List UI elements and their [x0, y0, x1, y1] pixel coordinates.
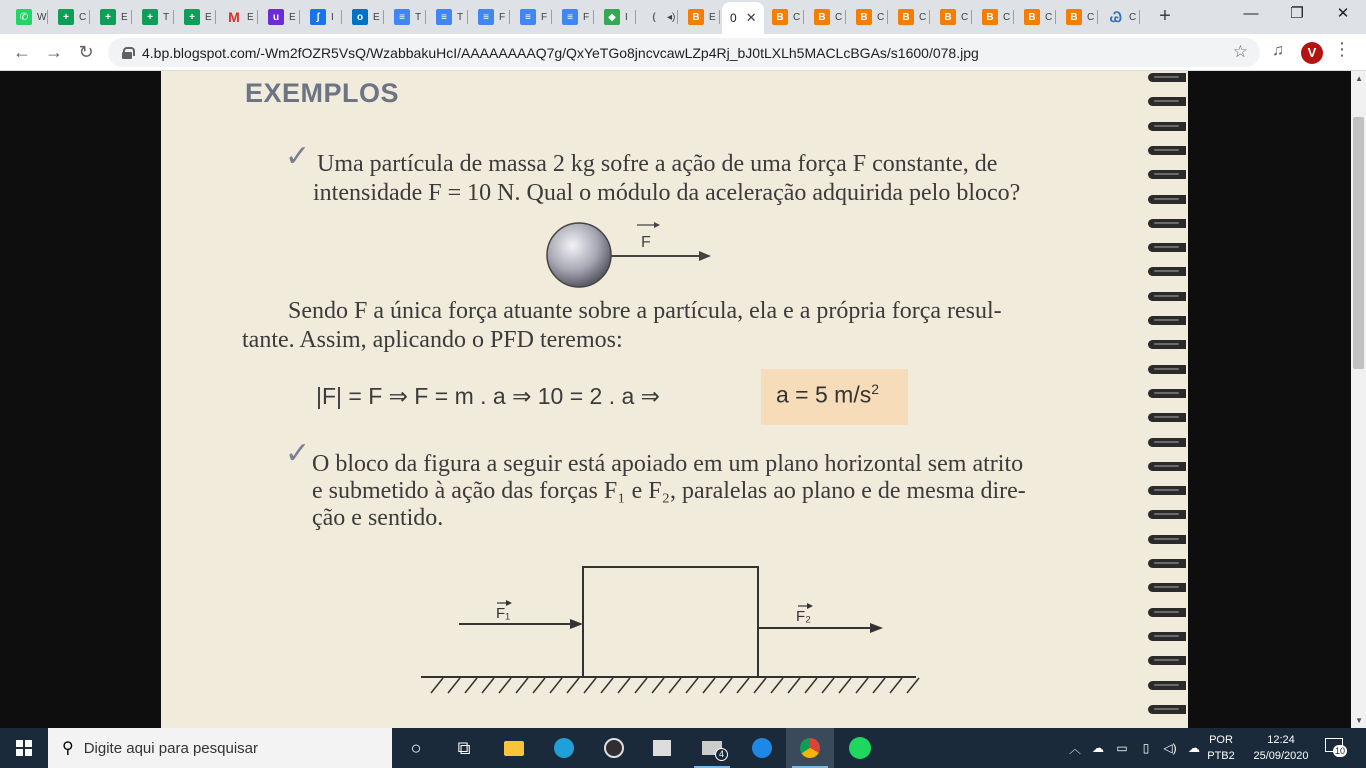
notebook-spiral [1148, 71, 1188, 728]
browser-tab[interactable] [428, 5, 468, 29]
media-control-icon[interactable]: ♫ [1272, 42, 1284, 59]
minimize-button[interactable]: — [1243, 5, 1259, 22]
tab-title: ◂) [667, 11, 676, 23]
tab-title: C [877, 11, 885, 23]
scroll-down-arrow-icon[interactable]: ▼ [1355, 716, 1363, 725]
spiral-coil [1148, 438, 1186, 447]
scroll-thumb[interactable] [1353, 117, 1364, 369]
blogger-icon: B [688, 9, 704, 25]
windows-logo-icon [16, 740, 32, 756]
tab-title: C [919, 11, 927, 23]
browser-tab[interactable] [134, 5, 174, 29]
cortana-icon[interactable]: ○ [410, 737, 422, 758]
tab-title: E [709, 11, 716, 23]
active-tab[interactable] [722, 2, 764, 34]
spiral-coil [1148, 559, 1186, 568]
spiral-coil [1148, 292, 1186, 301]
example2-line3: ção e sentido. [312, 505, 444, 531]
spiral-coil [1148, 389, 1186, 398]
reload-icon[interactable]: ↻ [78, 42, 94, 62]
tab-title: T [457, 11, 464, 23]
blogger-icon: B [1066, 9, 1082, 25]
docs-icon: ≡ [478, 9, 494, 25]
docs-icon: ≡ [520, 9, 536, 25]
search-icon: ⚲ [62, 740, 74, 757]
spiral-coil [1148, 170, 1186, 179]
spiral-coil [1148, 608, 1186, 617]
volume-icon[interactable]: ◁) [1163, 741, 1177, 755]
maps-icon: ◆ [604, 9, 620, 25]
spotify-icon[interactable] [836, 728, 884, 768]
spiral-coil [1148, 510, 1186, 519]
browser-tab[interactable] [974, 5, 1014, 29]
spiral-coil [1148, 413, 1186, 422]
tab-title: I [625, 11, 628, 23]
example1-line1: Uma partícula de massa 2 kg sofre a ação de uma força F constante, de [317, 151, 998, 177]
input-language[interactable]: POR PTB2 [1207, 734, 1235, 762]
blogger-icon: B [772, 9, 788, 25]
menu-dots-icon[interactable]: ⋮ [1333, 39, 1351, 59]
browser-tab[interactable] [1058, 5, 1098, 29]
browser-tab[interactable] [92, 5, 132, 29]
spiral-coil [1148, 316, 1186, 325]
spiral-coil [1148, 486, 1186, 495]
browser-tab[interactable] [848, 5, 888, 29]
yahoo-icon: Ꮚ [1110, 8, 1122, 25]
outlook-icon: o [352, 9, 368, 25]
block [583, 567, 758, 677]
browser-tab[interactable] [302, 5, 342, 29]
vertical-scrollbar[interactable] [1351, 71, 1366, 728]
scanned-page [161, 71, 1188, 728]
browser-tab[interactable] [554, 5, 594, 29]
app-icon: ʃ [310, 9, 326, 25]
browser-tab[interactable] [386, 5, 426, 29]
spiral-coil [1148, 632, 1186, 641]
sheets-icon: + [58, 9, 74, 25]
tab-title: E [121, 11, 128, 23]
browser-tab[interactable] [218, 5, 258, 29]
search-placeholder[interactable]: Digite aqui para pesquisar [83, 739, 258, 757]
explanation-line2: tante. Assim, aplicando o PFD teremos: [242, 327, 623, 353]
sheets-icon: + [184, 9, 200, 25]
f2-label: F₂ [796, 608, 811, 625]
browser-tab[interactable] [932, 5, 972, 29]
explanation-line1: Sendo F a única força atuante sobre a partícula, ela e a própria força resul- [288, 298, 1002, 324]
sheets-icon: + [142, 9, 158, 25]
file-explorer-icon[interactable] [490, 728, 538, 768]
tab-title: T [163, 11, 170, 23]
tray-chevron-icon[interactable]: ︿ [1068, 741, 1081, 756]
browser-tab[interactable] [764, 5, 804, 29]
tab-title: C [1087, 11, 1095, 23]
battery-icon[interactable]: ▯ [1142, 741, 1150, 755]
block-forces-diagram [411, 561, 931, 696]
profile-avatar[interactable]: V [1301, 42, 1323, 64]
close-window-button[interactable]: ✕ [1336, 5, 1350, 22]
browser-tab[interactable] [8, 5, 48, 29]
checkmark-icon: ✓ [285, 436, 311, 471]
blogger-icon: B [814, 9, 830, 25]
tab-title: C [961, 11, 969, 23]
tab-title: W [37, 11, 47, 23]
example1-line2: intensidade F = 10 N. Qual o módulo da aceleração adquirida pelo bloco? [313, 180, 1021, 206]
tab-title: E [205, 11, 212, 23]
store-icon[interactable] [638, 728, 686, 768]
browser-tab[interactable] [50, 5, 90, 29]
task-view-icon[interactable]: ⧉ [457, 737, 471, 758]
blogger-icon: B [1024, 9, 1040, 25]
browser-tab[interactable] [1016, 5, 1056, 29]
blogger-icon: B [940, 9, 956, 25]
close-tab-icon[interactable]: ✕ [745, 10, 757, 25]
browser-tab[interactable] [470, 5, 510, 29]
u-app-icon: u [268, 9, 284, 25]
docs-icon: ≡ [562, 9, 578, 25]
spiral-coil [1148, 73, 1186, 82]
tab-title: C [1129, 11, 1137, 23]
spiral-coil [1148, 681, 1186, 690]
browser-tab[interactable] [1100, 5, 1140, 29]
browser-tab[interactable] [638, 5, 678, 29]
address-bar[interactable] [108, 38, 1260, 67]
new-tab-button[interactable]: + [1159, 5, 1171, 27]
tab-title: F [583, 11, 590, 23]
tab-title: E [373, 11, 380, 23]
tab-title: 0 [730, 11, 737, 25]
browser-tab[interactable] [512, 5, 552, 29]
tab-title: I [331, 11, 334, 23]
lock-icon[interactable] [122, 47, 132, 58]
f1-label: F₁ [496, 605, 511, 622]
spiral-coil [1148, 146, 1186, 155]
back-icon[interactable]: ← [13, 42, 31, 62]
mail-icon[interactable] [688, 728, 736, 768]
chrome-icon[interactable] [786, 728, 834, 768]
tab-title: F [499, 11, 506, 23]
obs-icon[interactable] [590, 728, 638, 768]
tab-title: E [247, 11, 254, 23]
spiral-coil [1148, 219, 1186, 228]
docs-icon: ≡ [436, 9, 452, 25]
browser-tab[interactable] [344, 5, 384, 29]
whatsapp-icon: ✆ [16, 9, 32, 25]
blogger-icon: B [898, 9, 914, 25]
browser-tab[interactable] [176, 5, 216, 29]
spiral-coil [1148, 365, 1186, 374]
windows-taskbar [0, 728, 1366, 768]
weather-warning-icon[interactable]: ☁ [1092, 741, 1104, 755]
browser-tab[interactable] [680, 5, 720, 29]
example2-line1: O bloco da figura a seguir está apoiado em um plano horizontal sem atrito [312, 451, 1024, 477]
tab-title: C [1045, 11, 1053, 23]
force-label: F [641, 234, 651, 251]
spiral-coil [1148, 243, 1186, 252]
browser-tab[interactable] [596, 5, 636, 29]
bookmark-star-icon[interactable]: ☆ [1232, 42, 1248, 61]
result-value: a = 5 $m/s^2$ [776, 381, 880, 408]
browser-toolbar [0, 34, 1366, 71]
tab-strip [0, 0, 1366, 34]
tab-title: F [541, 11, 548, 23]
spiral-coil [1148, 195, 1186, 204]
spiral-coil [1148, 535, 1186, 544]
url-text[interactable]: 4.bp.blogspot.com/-Wm2fOZR5VsQ/WzabbakuHcI/AAAAAAAAQ7g/QxYeTGo8jncvcawLZp4Rj_bJ0tLXLh5MACLcBGAs/s1600/078.jpg [142, 44, 979, 61]
page-heading: EXEMPLOS [245, 78, 400, 108]
forward-icon[interactable]: → [45, 42, 63, 62]
spiral-coil [1148, 656, 1186, 665]
gmail-icon: M [228, 9, 240, 25]
tab-title: C [79, 11, 87, 23]
checkmark-icon: ✓ [285, 139, 311, 174]
sheets-icon: + [100, 9, 116, 25]
scroll-up-arrow-icon[interactable]: ▲ [1355, 74, 1363, 83]
notification-center-icon[interactable]: 10 [1320, 736, 1348, 760]
tab-title: C [835, 11, 843, 23]
example2-line2: e submetido à ação das forças F₁ e F₂, paralelas ao plano e de mesma dire- [312, 478, 1026, 504]
page-viewport [0, 71, 1366, 728]
spiral-coil [1148, 462, 1186, 471]
taskbar-search-box[interactable] [48, 728, 392, 768]
onedrive-icon[interactable]: ☁ [1188, 741, 1200, 755]
browser-app-icon[interactable] [738, 728, 786, 768]
browser-tab[interactable] [890, 5, 930, 29]
spiral-coil [1148, 705, 1186, 714]
tab-title: C [1003, 11, 1011, 23]
start-button[interactable] [0, 728, 48, 768]
blogger-icon: B [982, 9, 998, 25]
equation: |F| = F ⇒ F = m . a ⇒ 10 = 2 . a ⇒ [316, 383, 660, 409]
system-clock[interactable]: 12:24 25/09/2020 [1253, 734, 1309, 762]
audio-icon: ( [646, 9, 662, 25]
browser-tab[interactable] [260, 5, 300, 29]
network-icon[interactable]: ▭ [1116, 741, 1128, 755]
blogger-icon: B [856, 9, 872, 25]
spiral-coil [1148, 122, 1186, 131]
docs-icon: ≡ [394, 9, 410, 25]
spiral-coil [1148, 340, 1186, 349]
spiral-coil [1148, 583, 1186, 592]
tab-title: E [289, 11, 296, 23]
restore-button[interactable]: ❐ [1290, 5, 1304, 22]
browser-tab[interactable] [806, 5, 846, 29]
edge-icon[interactable] [540, 728, 588, 768]
spiral-coil [1148, 267, 1186, 276]
tab-title: C [793, 11, 801, 23]
mail-badge: 4 [715, 748, 728, 761]
spiral-coil [1148, 97, 1186, 106]
particle-ball [547, 223, 611, 287]
particle-force-diagram [541, 217, 721, 292]
tab-title: T [415, 11, 422, 23]
